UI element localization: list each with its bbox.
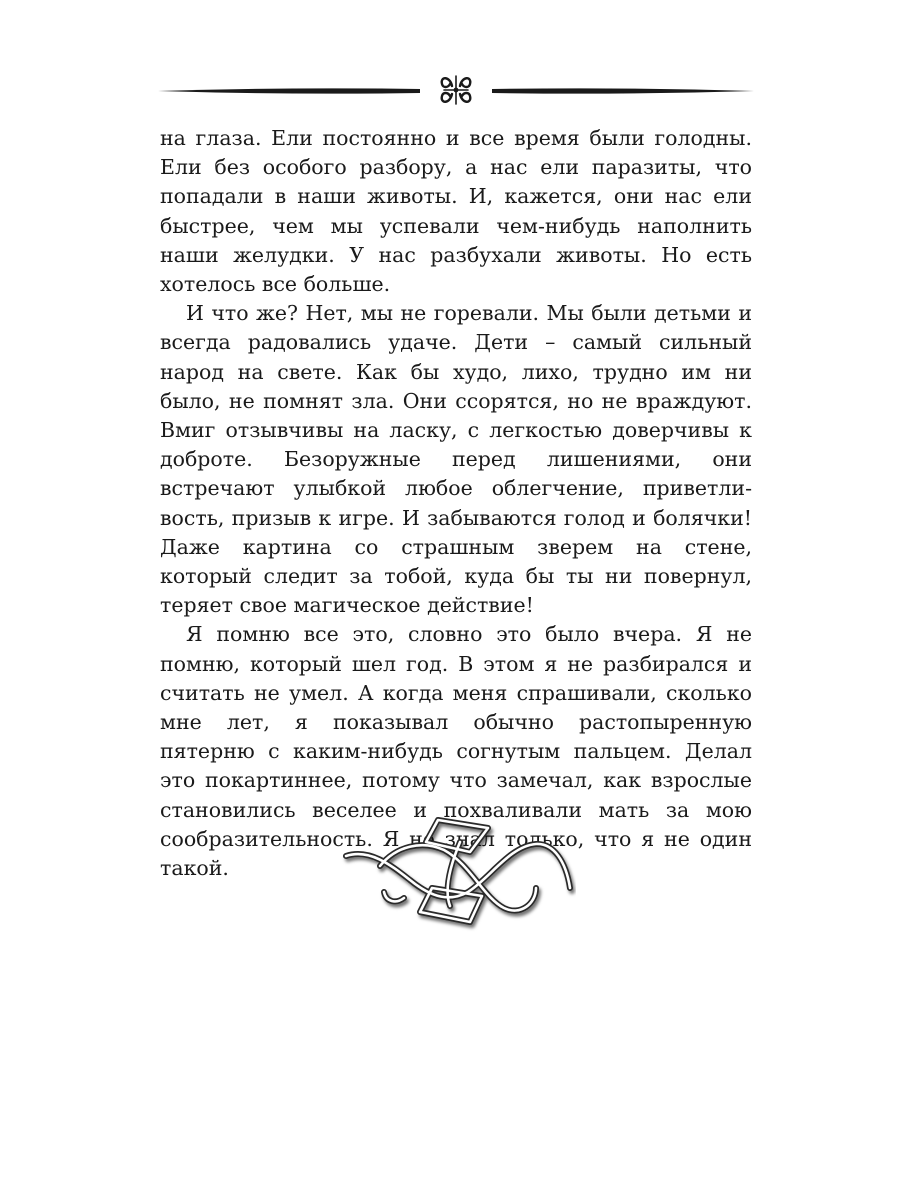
interlace-knot-icon [340, 806, 576, 940]
chapter-text [160, 124, 752, 883]
paragraph-1: на глаза. Ели постоянно и все время были голодны. Ели без особого разбору, а нас ели паразиты, что попадали в наши животы. И, кажется, они нас ели быстрее, чем мы успевали чем-нибудь наполнить наши желудки. У нас разбухали животы. Но есть хотелось все больше. [160, 126, 752, 297]
paragraph-3: Я помню все это, словно это было вчера. Я не помню, который шел год. В этом я не разбирался и считать не умел. А когда меня спрашивали, сколько мне лет, я показывал обычно растопыренную пятерню с каким-нибудь согнутым пальцем. Делал это покартиннее, потому что замечал, как взрослые становились веселее и похваливали мать за мою сообразительность. Я не знал только, что я не один такой. [160, 622, 752, 881]
paragraph-2: И что же? Нет, мы не горевали. Мы были детьми и всегда радовались удаче. Дети – самый сильный народ на свете. Как бы худо, лихо, трудно им ни было, не помнят зла. Они ссорятся, но не враждуют. Вмиг отзывчивы на ласку, с легкостью доверчивы к доброте. Безоружные перед лишениями, они встречают улыбкой любое облегчение, приветливость, призыв к игре. И забываются голод и болячки! Даже картина со страшным зверем на стене, который следит за тобой, куда бы ты ни повернул, теряет свое магическое действие! [160, 301, 752, 618]
flourish-cross-icon [442, 76, 471, 104]
header-divider [158, 68, 754, 114]
header-rule-right [492, 88, 754, 93]
header-rule-left [158, 88, 420, 93]
